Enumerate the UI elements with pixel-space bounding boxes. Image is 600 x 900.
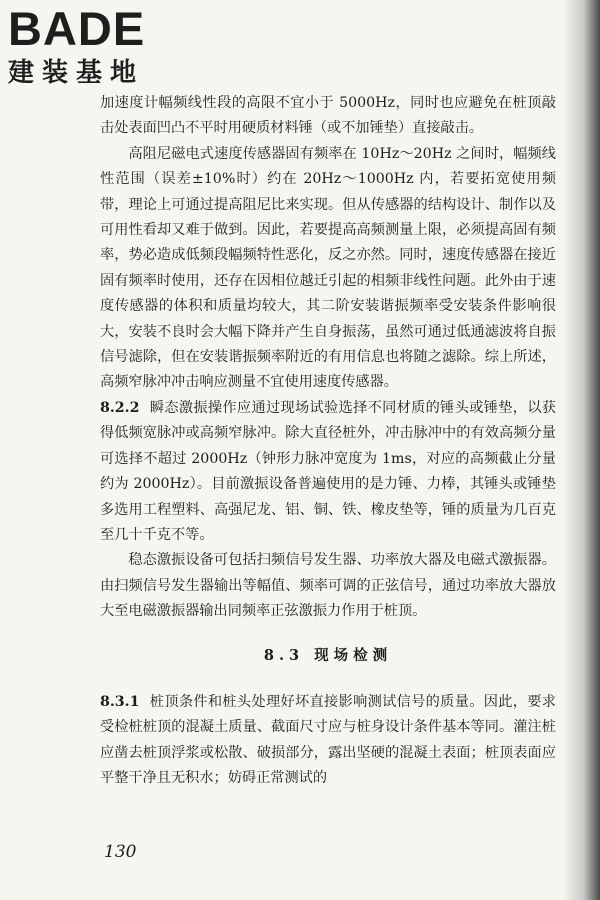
clause-text: 瞬态激振操作应通过现场试验选择不同材质的锤头或锤垫，以获得低频宽脉冲或高频窄脉冲。除大直径桩外，冲击脉冲中的有效高频分量可选择不超过 2000Hz（钟形力脉冲宽度为 1ms，对应的高频截止分量约为 2000Hz）。目前激振设备普遍使用的是力锤、力棒，其锤头或锤垫多选用工程塑料、高强尼龙、铝、铜、铁、橡皮垫等，锤的质量为几百克至几十千克不等。 (100, 399, 556, 543)
paragraph-velocity-sensor: 高阻尼磁电式速度传感器固有频率在 10Hz～20Hz 之间时，幅频线性范围（误差±10%时）约在 20Hz～1000Hz 内，若要拓宽使用频带，理论上可通过提高阻尼比来实现。但从传感器的结构设计、制作以及可用性看却又难于做到。因此，若要提高高频测量上限，必须提高固有频率，势必造成低频段幅频特性恶化，反之亦然。同时，速度传感器在接近固有频率时使用，还存在因相位越迁引起的相频非线性问题。此外由于速度传感器的体积和质量均较大，其二阶安装谐振频率受安装条件影响很大，安装不良时会大幅下降并产生自身振荡，虽然可通过低通滤波将自振信号滤除，但在安装谐振频率附近的有用信息也将随之滤除。综上所述，高频窄脉冲冲击响应测量不宜使用速度传感器。 (100, 145, 556, 391)
clause-number: 8.2.2 (100, 399, 140, 416)
clause-8-2-2 (100, 396, 556, 548)
page-number: 130 (104, 842, 137, 862)
paragraph-steady-excitation: 稳态激振设备可包括扫频信号发生器、功率放大器及电磁式激振器。由扫频信号发生器输出等幅值、频率可调的正弦信号，通过功率放大器放大至电磁激振器输出同频率正弦激振力作用于桩顶。 (100, 552, 556, 620)
clause-8-3-1 (100, 690, 556, 792)
section-heading: 8.3 现场检测 (263, 646, 393, 664)
page-body (100, 91, 556, 792)
page-edge-shadow (564, 0, 600, 900)
watermark-logo (8, 4, 145, 88)
clause-text: 桩顶条件和桩头处理好坏直接影响测试信号的质量。因此，要求受检桩桩顶的混凝土质量、截面尺寸应与桩身设计条件基本等同。灌注桩应凿去桩顶浮浆或松散、破损部分，露出坚硬的混凝土表面；桩顶表面应平整干净且无积水；妨碍正常测试的 (100, 693, 556, 787)
logo-subtitle: 建装基地 (8, 58, 145, 88)
clause-number: 8.3.1 (100, 693, 140, 710)
paragraph-accelerometer: 加速度计幅频线性段的高限不宜小于 5000Hz，同时也应避免在桩顶敲击处表面凹凸不平时用硬质材料锤（或不加锤垫）直接敲击。 (100, 95, 556, 137)
logo-text: BADE (8, 2, 146, 55)
